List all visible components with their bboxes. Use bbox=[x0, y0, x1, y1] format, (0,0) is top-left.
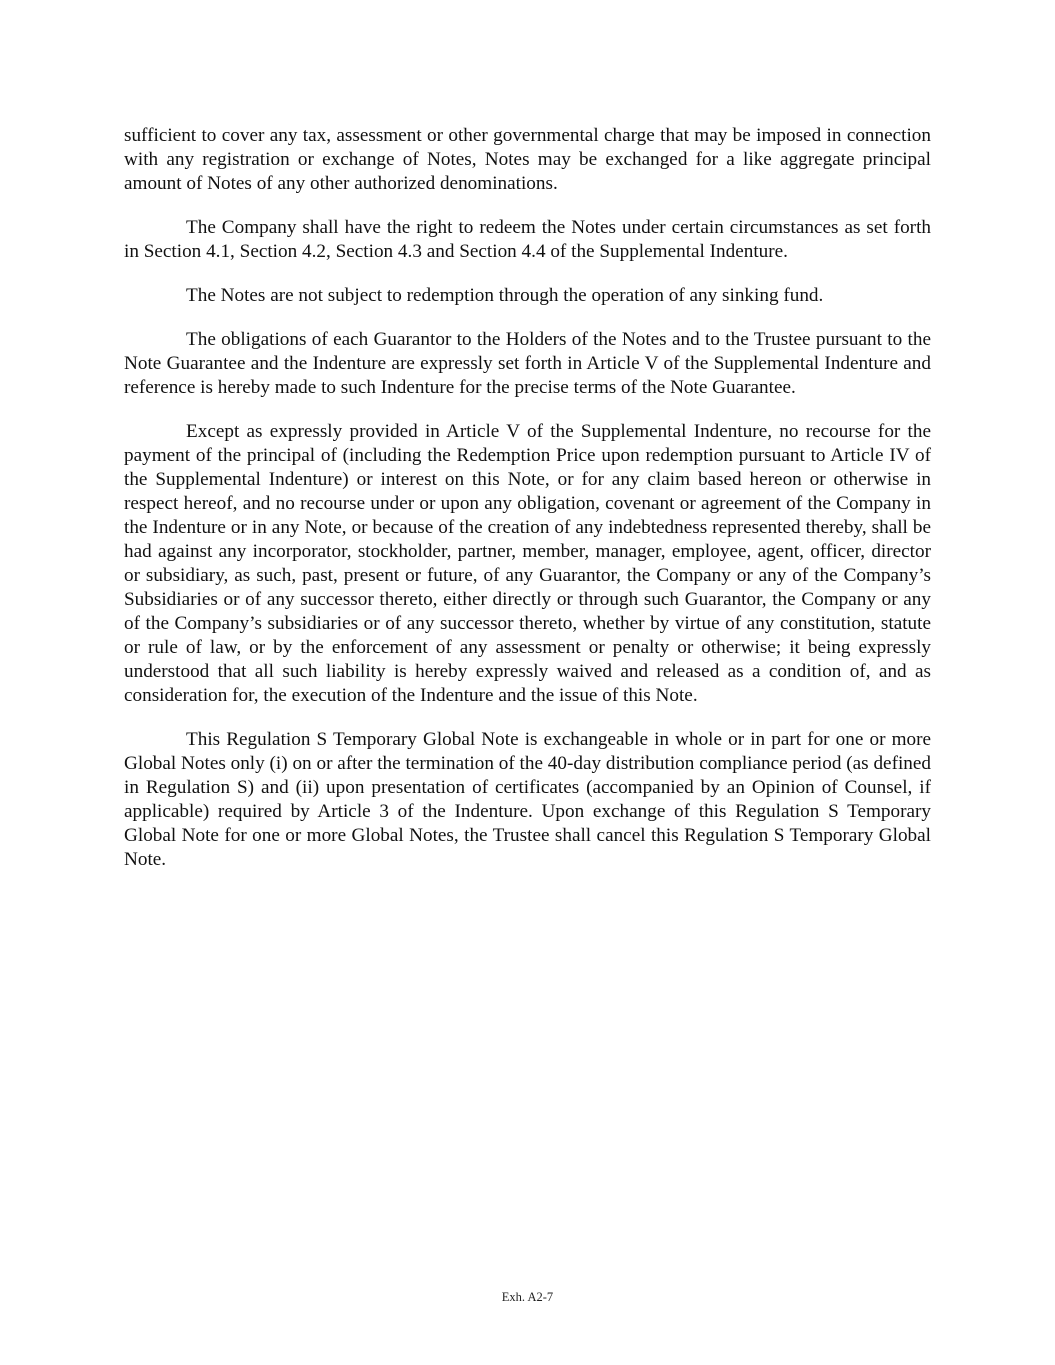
paragraph-no-recourse: Except as expressly provided in Article V of the Supplemental Indenture, no recourse for the payment of the principal of (including the Redemption Price upon redemption pursuant to Article IV of the Supplemental Indenture) or interest on this Note, or for any claim based hereon or otherwise in respect hereof, and no recourse under or upon any obligation, covenant or agreement of the Company in the Indenture or in any Note, or because of the creation of any indebtedness represented thereby, shall be had against any incorporator, stockholder, partner, member, manager, employee, agent, officer, director or subsidiary, as such, past, present or future, of any Guarantor, the Company or any of the Company’s Subsidiaries or of any successor thereto, either directly or through such Guarantor, the Company or any of the Company’s subsidiaries or of any successor thereto, whether by virtue of any constitution, statute or rule of law, or by the enforcement of any assessment or penalty or otherwise; it being expressly understood that all such liability is hereby expressly waived and released as a condition of, and as consideration for, the execution of the Indenture and the issue of this Note. bbox=[124, 421, 931, 706]
document-body bbox=[124, 124, 931, 892]
paragraph-exchange-global-note: This Regulation S Temporary Global Note is exchangeable in whole or in part for one or more Global Notes only (i) on or after the termination of the 40-day distribution compliance period (as defined in Regulation S) and (ii) upon presentation of certificates (accompanied by an Opinion of Counsel, if applicable) required by Article 3 of the Indenture. Upon exchange of this Regulation S Temporary Global Note for one or more Global Notes, the Trustee shall cancel this Regulation S Temporary Global Note. bbox=[124, 729, 931, 870]
paragraph-guarantor-obligations: The obligations of each Guarantor to the Holders of the Notes and to the Trustee pursuant to the Note Guarantee and the Indenture are expressly set forth in Article V of the Supplemental Indenture and reference is hereby made to such Indenture for the precise terms of the Note Guarantee. bbox=[124, 329, 931, 398]
paragraph-continuation: sufficient to cover any tax, assessment or other governmental charge that may be imposed in connection with any registration or exchange of Notes, Notes may be exchanged for a like aggregate principal amount of Notes of any other authorized denominations. bbox=[124, 125, 931, 194]
page-footer: Exh. A2-7 bbox=[501, 1290, 554, 1304]
paragraph-redemption-right: The Company shall have the right to redeem the Notes under certain circumstances as set forth in Section 4.1, Section 4.2, Section 4.3 and Section 4.4 of the Supplemental Indenture. bbox=[124, 217, 931, 262]
paragraph-sinking-fund: The Notes are not subject to redemption through the operation of any sinking fund. bbox=[186, 285, 824, 306]
